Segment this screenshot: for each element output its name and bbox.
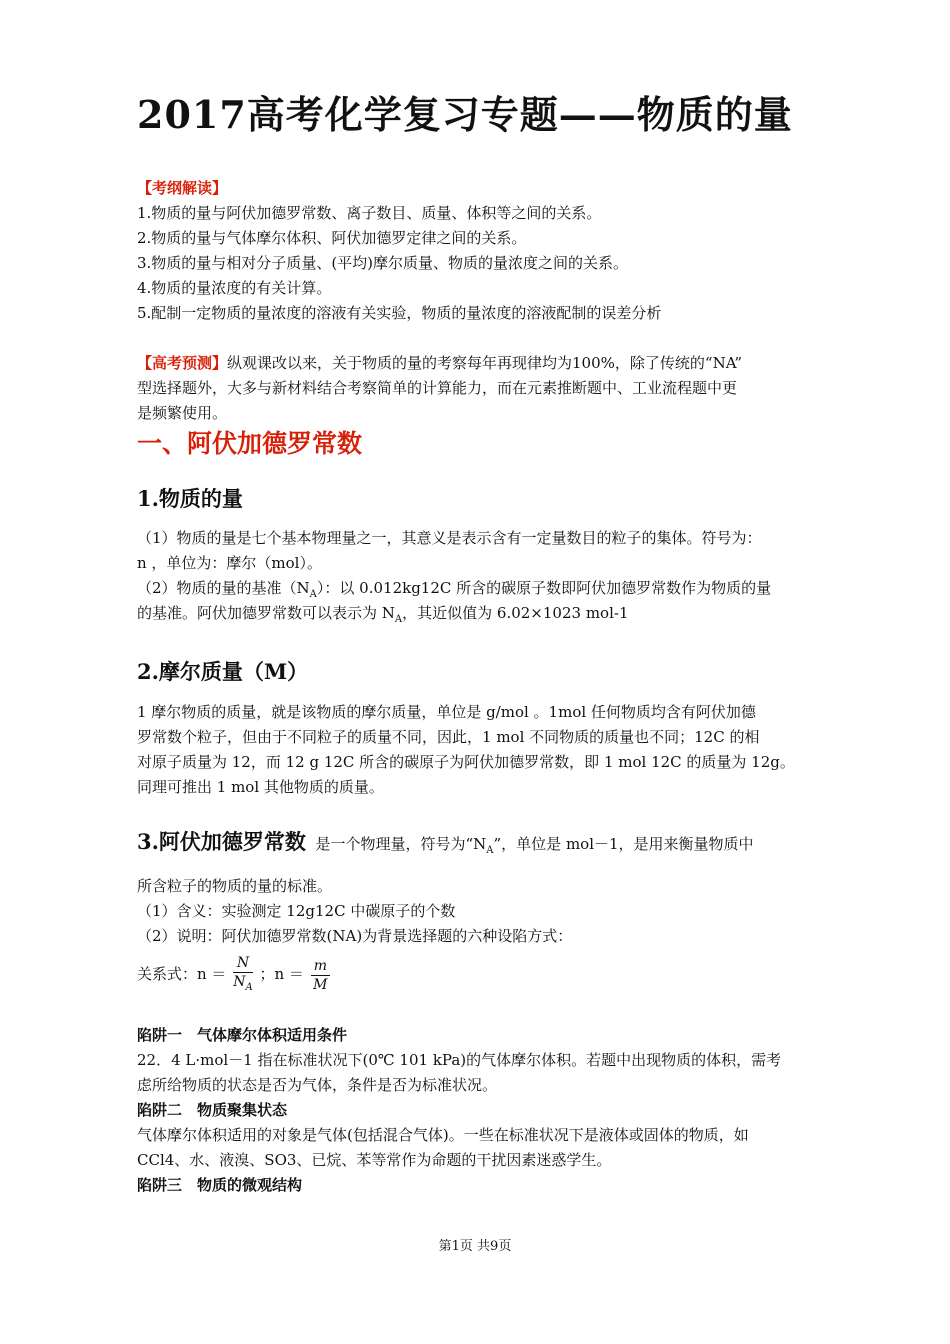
text-span: （2）物质的量的基准（N — [137, 579, 310, 597]
subsection-heading: 2.摩尔质量（M） — [137, 659, 309, 684]
text-span: 是一个物理量，符号为“N — [315, 835, 487, 853]
paragraph-line: （2）说明：阿伏加德罗常数(NA)为背景选择题的六种设陷方式： — [137, 927, 573, 945]
forecast-line: 是频繁使用。 — [137, 404, 228, 422]
formula-line — [137, 952, 332, 996]
fraction-numerator: m — [311, 957, 330, 976]
outline-item: 3.物质的量与相对分子质量、(平均)摩尔质量、物质的量浓度之间的关系。 — [137, 254, 629, 272]
outline-item: 2.物质的量与气体摩尔体积、阿伏加德罗定律之间的关系。 — [137, 229, 527, 247]
subsection-heading-line — [137, 829, 754, 861]
subsection-heading: 3.阿伏加德罗常数 — [137, 829, 306, 854]
paragraph-line: n ，单位为：摩尔（mol）。 — [137, 554, 322, 572]
paragraph-line: （1）物质的量是七个基本物理量之一，其意义是表示含有一定量数目的粒子的集体。符号为： — [137, 529, 762, 547]
forecast-label: 【高考预测】 — [137, 354, 228, 372]
outline-item: 5.配制一定物质的量浓度的溶液有关实验，物质的量浓度的溶液配制的误差分析 — [137, 304, 662, 322]
trap-title: 陷阱三 物质的微观结构 — [137, 1176, 303, 1194]
fraction-denominator: M — [313, 976, 328, 993]
paragraph-line: 对原子质量为 12，而 12 g 12C 所含的碳原子为阿伏加德罗常数，即 1 mol 12C 的质量为 12g。 — [137, 753, 795, 771]
formula-label: 关系式：n ＝ — [137, 965, 227, 983]
formula-separator: ；n ＝ — [259, 965, 304, 983]
section-heading: 一、阿伏加德罗常数 — [137, 429, 363, 458]
subscript: A — [245, 981, 253, 993]
trap-title: 陷阱一 气体摩尔体积适用条件 — [137, 1026, 348, 1044]
subscript: A — [309, 589, 317, 600]
subsection-heading: 1.物质的量 — [137, 486, 243, 511]
outline-heading: 【考纲解读】 — [137, 179, 228, 197]
forecast-line: 型选择题外，大多与新材料结合考察简单的计算能力，而在元素推断题中、工业流程题中更 — [137, 379, 738, 397]
trap-title: 陷阱二 物质聚集状态 — [137, 1101, 288, 1119]
forecast-paragraph — [137, 353, 742, 373]
fraction-n-over-na — [233, 954, 252, 997]
page-footer: 第1页 共9页 — [438, 1239, 512, 1254]
paragraph-line — [137, 578, 771, 605]
text-span: ，其近似值为 6.02×1023 mol-1 — [402, 604, 629, 622]
fraction-numerator: N — [233, 954, 252, 973]
trap-line: 气体摩尔体积适用的对象是气体(包括混合气体)。一些在标准状况下是液体或固体的物质，如 — [137, 1126, 749, 1144]
outline-item: 1.物质的量与阿伏加德罗常数、离子数目、质量、体积等之间的关系。 — [137, 204, 602, 222]
paragraph-line: 所含粒子的物质的量的标准。 — [137, 877, 333, 895]
paragraph-line: 同理可推出 1 mol 其他物质的质量。 — [137, 778, 384, 796]
fraction-m-over-M — [311, 957, 330, 994]
paragraph-line: （1）含义：实验测定 12g12C 中碳原子的个数 — [137, 902, 456, 920]
paragraph-line: 1 摩尔物质的质量，就是该物质的摩尔质量，单位是 g/mol 。1mol 任何物质均含有阿伏加德 — [137, 703, 756, 721]
text-span: ”，单位是 mol－1，是用来衡量物质中 — [493, 835, 754, 853]
outline-item: 4.物质的量浓度的有关计算。 — [137, 279, 332, 297]
subscript: A — [486, 845, 494, 856]
text-span: ）：以 0.012kg12C 所含的碳原子数即阿伏加德罗常数作为物质的量 — [316, 579, 772, 597]
document-title: 2017高考化学复习专题——物质的量 — [137, 92, 793, 137]
den-symbol: N — [233, 973, 246, 990]
trap-line: CCl4、水、液溴、SO3、已烷、苯等常作为命题的干扰因素迷惑学生。 — [137, 1151, 612, 1169]
forecast-text: 纵观课改以来，关于物质的量的考察每年再现律均为100%，除了传统的“NA” — [227, 354, 742, 372]
fraction-denominator — [233, 973, 252, 997]
paragraph-line: 罗常数个粒子，但由于不同粒子的质量不同，因此，1 mol 不同物质的质量也不同；12C 的相 — [137, 728, 760, 746]
text-span: 的基准。阿伏加德罗常数可以表示为 N — [137, 604, 395, 622]
trap-line: 虑所给物质的状态是否为气体，条件是否为标准状况。 — [137, 1076, 498, 1094]
paragraph-line — [137, 603, 628, 630]
subscript: A — [394, 614, 403, 625]
trap-line: 22．4 L·mol－1 指在标准状况下(0℃ 101 kPa)的气体摩尔体积。若题中出现物质的体积，需考 — [137, 1051, 782, 1069]
